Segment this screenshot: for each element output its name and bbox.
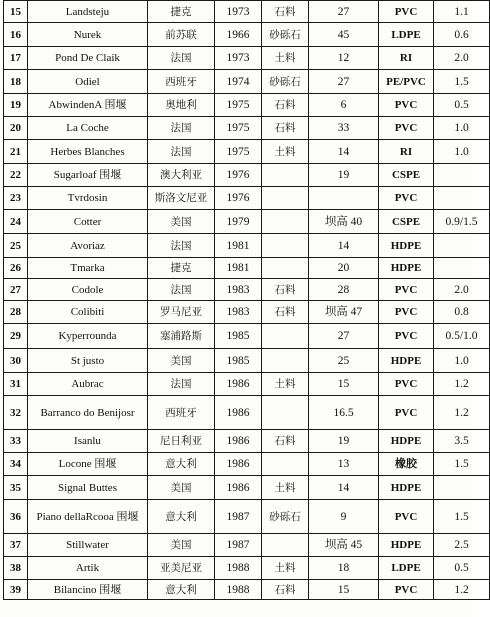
cell-dam-name: Piano dellaRcooa 围堰 (28, 500, 148, 534)
cell-thickness: 3.5 (434, 430, 490, 453)
cell-material: 石料 (262, 1, 309, 23)
table-row (4, 453, 490, 476)
cell-dam-name: Pond De Claik (28, 47, 148, 70)
cell-country: 西班牙 (148, 70, 215, 94)
cell-height: 28 (309, 279, 379, 301)
cell-year: 1987 (215, 534, 262, 557)
cell-liner: HDPE (379, 234, 434, 258)
table-row (4, 580, 490, 600)
cell-height: 18 (309, 557, 379, 580)
cell-thickness: 1.5 (434, 70, 490, 94)
cell-no: 28 (4, 301, 28, 324)
cell-dam-name: Herbes Blanches (28, 140, 148, 164)
cell-liner: 橡胶 (379, 453, 434, 476)
table-row (4, 301, 490, 324)
cell-dam-name: Tvrdosin (28, 187, 148, 210)
cell-material: 石料 (262, 117, 309, 140)
cell-dam-name: Avoriaz (28, 234, 148, 258)
table-row (4, 258, 490, 279)
cell-liner: PVC (379, 279, 434, 301)
cell-height: 14 (309, 140, 379, 164)
cell-no: 23 (4, 187, 28, 210)
table-row (4, 396, 490, 430)
cell-liner: PVC (379, 324, 434, 349)
cell-material (262, 210, 309, 234)
dam-liner-table (3, 0, 490, 600)
cell-no: 24 (4, 210, 28, 234)
table-row (4, 140, 490, 164)
cell-thickness (434, 164, 490, 187)
table-row (4, 47, 490, 70)
cell-dam-name: St justo (28, 349, 148, 373)
cell-dam-name: Sugarloaf 围堰 (28, 164, 148, 187)
cell-thickness: 1.0 (434, 140, 490, 164)
cell-year: 1986 (215, 476, 262, 500)
table-row (4, 557, 490, 580)
cell-year: 1966 (215, 23, 262, 47)
cell-no: 26 (4, 258, 28, 279)
cell-no: 33 (4, 430, 28, 453)
cell-no: 22 (4, 164, 28, 187)
cell-year: 1976 (215, 164, 262, 187)
cell-height: 19 (309, 164, 379, 187)
cell-material: 土料 (262, 557, 309, 580)
cell-height: 坝高 40 (309, 210, 379, 234)
table-row (4, 324, 490, 349)
cell-no: 37 (4, 534, 28, 557)
cell-thickness: 0.5 (434, 94, 490, 117)
cell-thickness: 1.2 (434, 396, 490, 430)
cell-material: 土料 (262, 47, 309, 70)
cell-material: 土料 (262, 476, 309, 500)
cell-material (262, 534, 309, 557)
cell-height: 33 (309, 117, 379, 140)
cell-no: 16 (4, 23, 28, 47)
cell-material (262, 258, 309, 279)
cell-height: 27 (309, 1, 379, 23)
cell-liner: HDPE (379, 430, 434, 453)
table-row (4, 94, 490, 117)
table-row (4, 373, 490, 396)
cell-dam-name: Colibiti (28, 301, 148, 324)
cell-material (262, 349, 309, 373)
cell-country: 美国 (148, 210, 215, 234)
cell-material: 石料 (262, 279, 309, 301)
cell-year: 1975 (215, 117, 262, 140)
cell-thickness: 0.6 (434, 23, 490, 47)
cell-liner: LDPE (379, 557, 434, 580)
cell-dam-name: AbwindenA 围堰 (28, 94, 148, 117)
cell-height: 20 (309, 258, 379, 279)
cell-height: 13 (309, 453, 379, 476)
cell-no: 25 (4, 234, 28, 258)
cell-country: 塞浦路斯 (148, 324, 215, 349)
cell-country: 法国 (148, 373, 215, 396)
cell-material: 砂砾石 (262, 23, 309, 47)
cell-thickness: 0.9/1.5 (434, 210, 490, 234)
cell-no: 34 (4, 453, 28, 476)
cell-country: 亚美尼亚 (148, 557, 215, 580)
cell-height: 15 (309, 373, 379, 396)
cell-height: 坝高 47 (309, 301, 379, 324)
table-row (4, 1, 490, 23)
cell-dam-name: Aubrac (28, 373, 148, 396)
cell-no: 21 (4, 140, 28, 164)
cell-dam-name: Odiel (28, 70, 148, 94)
cell-material: 石料 (262, 301, 309, 324)
cell-year: 1979 (215, 210, 262, 234)
cell-thickness (434, 234, 490, 258)
cell-country: 法国 (148, 140, 215, 164)
cell-no: 27 (4, 279, 28, 301)
cell-dam-name: Artik (28, 557, 148, 580)
cell-country: 法国 (148, 234, 215, 258)
cell-no: 31 (4, 373, 28, 396)
cell-material: 土料 (262, 373, 309, 396)
cell-height: 9 (309, 500, 379, 534)
cell-height: 27 (309, 324, 379, 349)
table-row (4, 430, 490, 453)
cell-liner: LDPE (379, 23, 434, 47)
cell-year: 1975 (215, 140, 262, 164)
cell-year: 1988 (215, 557, 262, 580)
cell-height (309, 187, 379, 210)
cell-thickness: 0.5/1.0 (434, 324, 490, 349)
cell-country: 美国 (148, 349, 215, 373)
cell-material (262, 164, 309, 187)
cell-thickness: 1.2 (434, 580, 490, 600)
cell-liner: RI (379, 140, 434, 164)
cell-liner: PVC (379, 94, 434, 117)
cell-height: 45 (309, 23, 379, 47)
cell-dam-name: Bilancino 围堰 (28, 580, 148, 600)
cell-year: 1986 (215, 373, 262, 396)
cell-year: 1981 (215, 234, 262, 258)
cell-liner: HDPE (379, 349, 434, 373)
cell-no: 39 (4, 580, 28, 600)
cell-material (262, 396, 309, 430)
cell-dam-name: Barranco do Benijosr (28, 396, 148, 430)
cell-liner: PVC (379, 373, 434, 396)
cell-material: 石料 (262, 580, 309, 600)
cell-year: 1986 (215, 430, 262, 453)
cell-material (262, 453, 309, 476)
cell-country: 捷克 (148, 1, 215, 23)
cell-country: 法国 (148, 47, 215, 70)
cell-no: 18 (4, 70, 28, 94)
cell-material (262, 234, 309, 258)
cell-no: 15 (4, 1, 28, 23)
cell-dam-name: Codole (28, 279, 148, 301)
cell-country: 意大利 (148, 500, 215, 534)
cell-thickness: 0.8 (434, 301, 490, 324)
cell-no: 36 (4, 500, 28, 534)
cell-no: 29 (4, 324, 28, 349)
cell-country: 西班牙 (148, 396, 215, 430)
cell-liner: HDPE (379, 476, 434, 500)
cell-no: 17 (4, 47, 28, 70)
cell-thickness: 1.2 (434, 373, 490, 396)
table-row (4, 210, 490, 234)
table-row (4, 164, 490, 187)
cell-dam-name: Locone 围堰 (28, 453, 148, 476)
cell-height: 6 (309, 94, 379, 117)
cell-liner: PE/PVC (379, 70, 434, 94)
cell-year: 1983 (215, 301, 262, 324)
cell-country: 美国 (148, 476, 215, 500)
cell-country: 意大利 (148, 453, 215, 476)
cell-country: 罗马尼亚 (148, 301, 215, 324)
cell-country: 奥地利 (148, 94, 215, 117)
cell-thickness (434, 476, 490, 500)
cell-height: 坝高 45 (309, 534, 379, 557)
cell-thickness: 1.5 (434, 453, 490, 476)
table-row (4, 279, 490, 301)
cell-year: 1974 (215, 70, 262, 94)
cell-liner: RI (379, 47, 434, 70)
cell-liner: HDPE (379, 534, 434, 557)
table-row (4, 23, 490, 47)
cell-liner: PVC (379, 187, 434, 210)
table-body (4, 1, 490, 600)
cell-dam-name: Isanlu (28, 430, 148, 453)
cell-year: 1985 (215, 349, 262, 373)
cell-liner: PVC (379, 301, 434, 324)
cell-year: 1981 (215, 258, 262, 279)
cell-year: 1985 (215, 324, 262, 349)
cell-year: 1987 (215, 500, 262, 534)
table-row (4, 534, 490, 557)
cell-liner: PVC (379, 580, 434, 600)
cell-thickness (434, 258, 490, 279)
cell-country: 美国 (148, 534, 215, 557)
cell-year: 1986 (215, 453, 262, 476)
cell-dam-name: La Coche (28, 117, 148, 140)
cell-material: 石料 (262, 94, 309, 117)
cell-liner: PVC (379, 500, 434, 534)
cell-thickness: 1.1 (434, 1, 490, 23)
table-row (4, 187, 490, 210)
cell-thickness: 1.0 (434, 349, 490, 373)
cell-dam-name: Kyperrounda (28, 324, 148, 349)
cell-liner: HDPE (379, 258, 434, 279)
cell-height: 14 (309, 476, 379, 500)
cell-material: 土料 (262, 140, 309, 164)
cell-material: 砂砾石 (262, 70, 309, 94)
cell-country: 捷克 (148, 258, 215, 279)
cell-height: 12 (309, 47, 379, 70)
cell-year: 1976 (215, 187, 262, 210)
cell-no: 35 (4, 476, 28, 500)
cell-thickness: 2.0 (434, 279, 490, 301)
cell-thickness (434, 187, 490, 210)
cell-liner: PVC (379, 117, 434, 140)
cell-liner: PVC (379, 396, 434, 430)
cell-country: 法国 (148, 117, 215, 140)
cell-country: 澳大利亚 (148, 164, 215, 187)
cell-year: 1986 (215, 396, 262, 430)
cell-height: 15 (309, 580, 379, 600)
cell-year: 1988 (215, 580, 262, 600)
cell-thickness: 2.5 (434, 534, 490, 557)
table-row (4, 500, 490, 534)
cell-country: 前苏联 (148, 23, 215, 47)
cell-height: 25 (309, 349, 379, 373)
cell-country: 法国 (148, 279, 215, 301)
cell-country: 尼日利亚 (148, 430, 215, 453)
cell-year: 1983 (215, 279, 262, 301)
cell-no: 19 (4, 94, 28, 117)
cell-dam-name: Nurek (28, 23, 148, 47)
cell-thickness: 0.5 (434, 557, 490, 580)
table-row (4, 349, 490, 373)
cell-country: 斯洛文尼亚 (148, 187, 215, 210)
cell-material (262, 324, 309, 349)
table-row (4, 234, 490, 258)
cell-dam-name: Stillwater (28, 534, 148, 557)
cell-dam-name: Landsteju (28, 1, 148, 23)
cell-liner: CSPE (379, 164, 434, 187)
cell-year: 1973 (215, 47, 262, 70)
cell-material (262, 187, 309, 210)
cell-no: 30 (4, 349, 28, 373)
cell-height: 19 (309, 430, 379, 453)
cell-country: 意大利 (148, 580, 215, 600)
cell-thickness: 1.0 (434, 117, 490, 140)
cell-no: 32 (4, 396, 28, 430)
cell-no: 20 (4, 117, 28, 140)
cell-dam-name: Tmarka (28, 258, 148, 279)
cell-year: 1973 (215, 1, 262, 23)
cell-no: 38 (4, 557, 28, 580)
cell-height: 14 (309, 234, 379, 258)
cell-liner: CSPE (379, 210, 434, 234)
cell-height: 27 (309, 70, 379, 94)
cell-material: 石料 (262, 430, 309, 453)
cell-thickness: 1.5 (434, 500, 490, 534)
cell-dam-name: Cotter (28, 210, 148, 234)
table-row (4, 70, 490, 94)
cell-year: 1975 (215, 94, 262, 117)
table-row (4, 476, 490, 500)
cell-thickness: 2.0 (434, 47, 490, 70)
cell-dam-name: Signal Buttes (28, 476, 148, 500)
cell-material: 砂砾石 (262, 500, 309, 534)
table-row (4, 117, 490, 140)
cell-height: 16.5 (309, 396, 379, 430)
cell-liner: PVC (379, 1, 434, 23)
